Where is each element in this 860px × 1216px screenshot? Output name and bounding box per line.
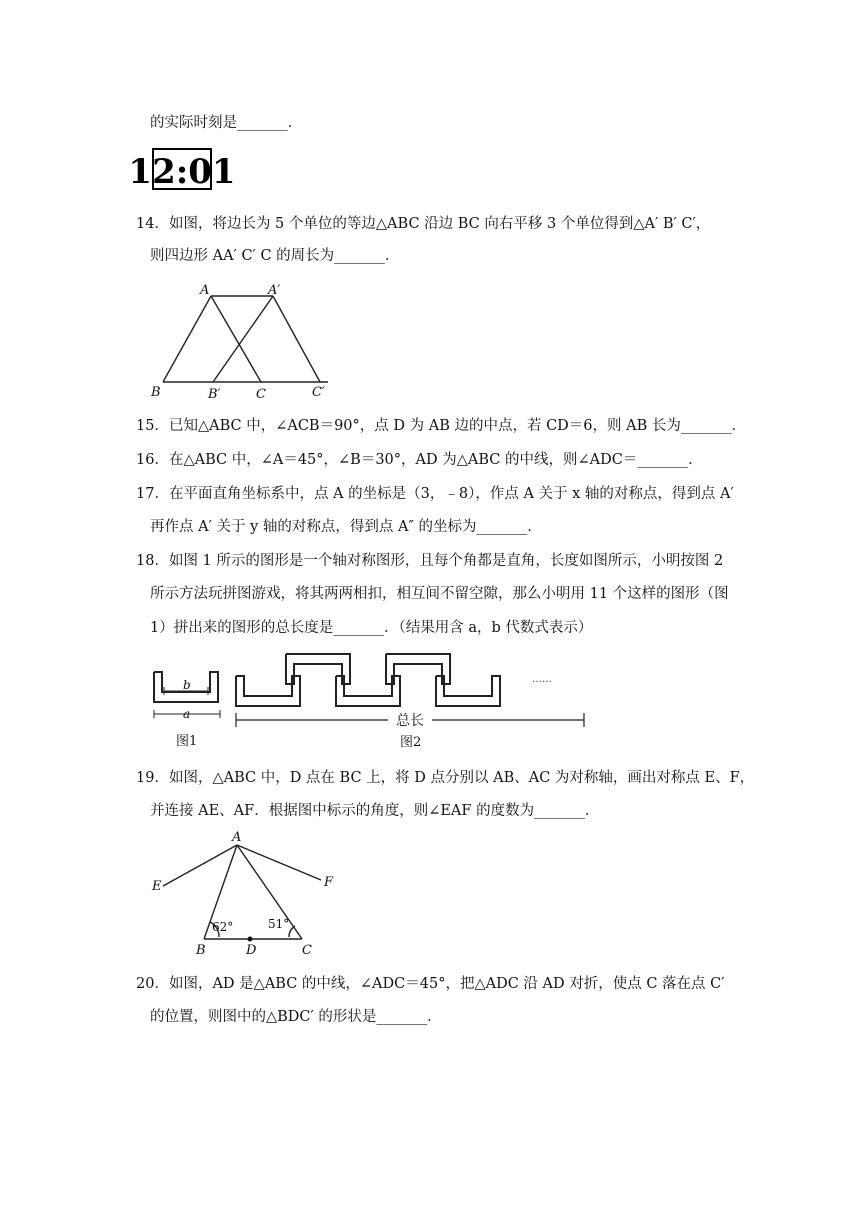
q19-label-B: B	[196, 943, 206, 958]
clock-reading: 12:01	[128, 152, 236, 192]
q18-line2: 所示方法玩拼图游戏，将其两两相扣，相互间不留空隙，那么小明用 11 个这样的图形（图	[150, 586, 729, 602]
q19-line1: 19．如图，△ABC 中，D 点在 BC 上，将 D 点分别以 AB、AC 为对称轴，画出对称点 E、F，	[136, 770, 755, 786]
q14-translation-figure	[148, 280, 348, 404]
q19-label-F: F	[324, 875, 334, 890]
q14-line2: 则四边形 AA′ C′ C 的周长为_______．	[150, 248, 400, 264]
q14-label-C: C	[256, 387, 266, 402]
q20-line1: 20．如图，AD 是△ABC 的中线，∠ADC＝45°，把△ADC 沿 AD 对折，使点 C 落在点 C′	[136, 976, 725, 992]
q18-fig1-caption: 图1	[176, 734, 198, 749]
q17-line2: 再作点 A′ 关于 y 轴的对称点，得到点 A″ 的坐标为_______．	[150, 519, 542, 535]
q19-line2: 并连接 AE、AF．根据图中标示的角度，则∠EAF 的度数为_______．	[150, 803, 600, 819]
q19-label-D: D	[246, 943, 257, 958]
q14-line1: 14．如图，将边长为 5 个单位的等边△ABC 沿边 BC 向右平移 3 个单位得到△A′ B′ C′，	[136, 216, 711, 232]
q18-line1: 18．如图 1 所示的图形是一个轴对称图形，且每个角都是直角，长度如图所示，小明按图 2	[136, 553, 724, 569]
q14-label-A: A	[200, 283, 210, 298]
q20-line2: 的位置，则图中的△BDC′ 的形状是_______．	[150, 1009, 442, 1025]
digital-clock-figure	[128, 148, 236, 192]
q18-figure	[148, 648, 598, 752]
q16-text: 16．在△ABC 中，∠A＝45°，∠B＝30°，AD 为△ABC 的中线，则∠ADC＝_______．	[136, 452, 703, 468]
q19-angle-B: 62°	[212, 920, 234, 934]
q18-label-a: a	[183, 707, 191, 721]
q18-label-b: b	[183, 678, 191, 692]
q19-label-C: C	[302, 943, 312, 958]
q13-tail: 的实际时刻是_______．	[150, 115, 303, 131]
q15-text: 15．已知△ABC 中，∠ACB＝90°，点 D 为 AB 边的中点，若 CD＝6，则 AB 长为_______．	[136, 418, 747, 434]
q19-figure	[148, 830, 348, 960]
q18-fig2-caption: 图2	[400, 735, 422, 750]
q18-total-label: 总长	[396, 713, 424, 729]
q17-line1: 17．在平面直角坐标系中，点 A 的坐标是（3，﹣8），作点 A 关于 x 轴的对称点，得到点 A′	[136, 486, 734, 502]
q14-label-C1: C′	[312, 385, 325, 400]
q19-label-A: A	[232, 830, 242, 845]
q19-label-E: E	[152, 879, 162, 894]
q14-label-B: B	[151, 385, 161, 400]
q14-label-B1: B′	[208, 387, 221, 402]
q18-line3: 1）拼出来的图形的总长度是_______．（结果用含 a，b 代数式表示）	[150, 620, 593, 636]
q18-ellipsis: ……	[532, 674, 552, 685]
q14-label-A1: A′	[268, 283, 281, 298]
q19-angle-C: 51°	[268, 917, 290, 931]
